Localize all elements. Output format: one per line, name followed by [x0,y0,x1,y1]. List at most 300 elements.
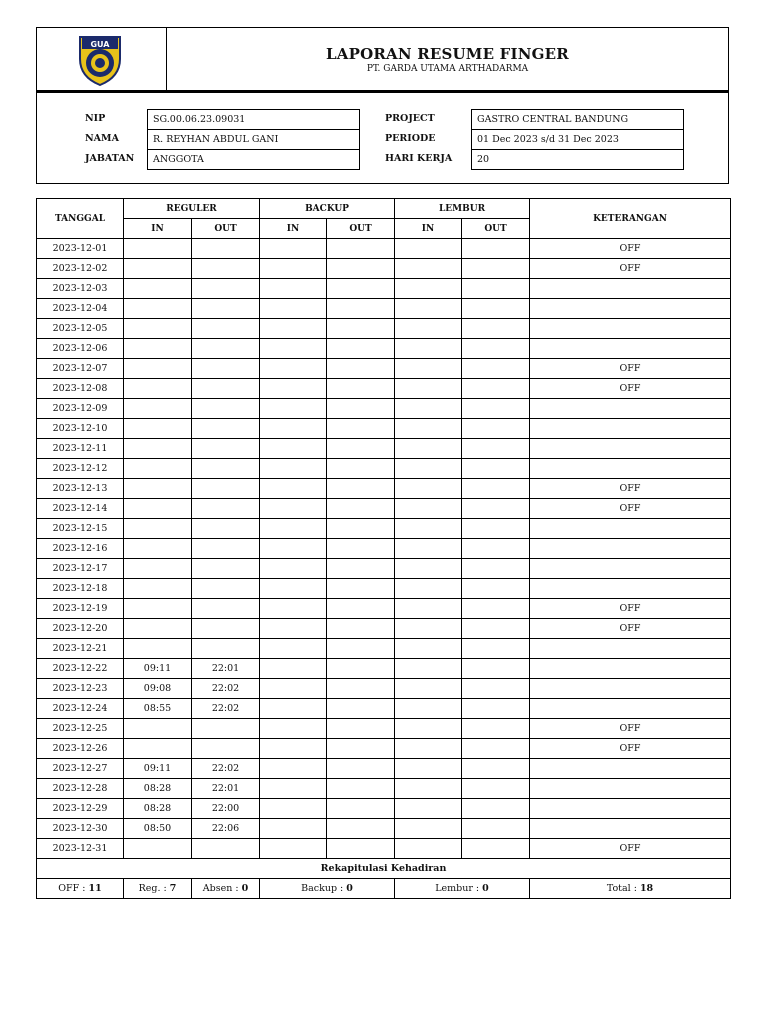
cell-backup-out [327,539,395,559]
cell-keterangan [530,759,731,779]
nip-label: NIP [85,113,106,124]
cell-keterangan [530,519,731,539]
cell-reguler-out: 22:01 [192,659,260,679]
cell-date: 2023-12-02 [37,259,124,279]
cell-backup-in [260,699,327,719]
cell-reguler-out [192,719,260,739]
cell-backup-out [327,259,395,279]
cell-lembur-out [462,719,530,739]
cell-backup-in [260,259,327,279]
cell-backup-out [327,359,395,379]
table-row [37,539,731,559]
cell-reguler-in [124,319,192,339]
cell-date: 2023-12-17 [37,559,124,579]
cell-backup-in [260,839,327,859]
cell-backup-in [260,819,327,839]
cell-lembur-in [395,639,462,659]
project-label: PROJECT [385,113,435,124]
cell-backup-out [327,679,395,699]
cell-reguler-in [124,279,192,299]
cell-keterangan [530,319,731,339]
cell-lembur-in [395,259,462,279]
cell-backup-in [260,719,327,739]
cell-reguler-out [192,499,260,519]
table-row [37,519,731,539]
cell-date: 2023-12-08 [37,379,124,399]
cell-keterangan [530,399,731,419]
cell-lembur-out [462,839,530,859]
cell-date: 2023-12-28 [37,779,124,799]
cell-lembur-out [462,559,530,579]
cell-reguler-out [192,339,260,359]
cell-backup-out [327,719,395,739]
cell-backup-out [327,659,395,679]
cell-lembur-in [395,619,462,639]
table-row [37,719,731,739]
cell-date: 2023-12-11 [37,439,124,459]
cell-reguler-in [124,719,192,739]
cell-lembur-out [462,459,530,479]
cell-keterangan: OFF [530,359,731,379]
cell-reguler-in [124,299,192,319]
cell-reguler-in: 08:28 [124,799,192,819]
table-row [37,479,731,499]
cell-keterangan [530,659,731,679]
cell-keterangan: OFF [530,379,731,399]
cell-keterangan [530,299,731,319]
cell-backup-in [260,499,327,519]
cell-keterangan [530,799,731,819]
jabatan-label: JABATAN [85,153,135,164]
company-name: PT. GARDA UTAMA ARTHADARMA [366,64,529,74]
cell-date: 2023-12-23 [37,679,124,699]
col-backup-out: OUT [327,219,395,239]
cell-keterangan [530,559,731,579]
periode-label: PERIODE [385,133,436,144]
cell-backup-in [260,299,327,319]
table-row [37,399,731,419]
cell-reguler-in: 09:08 [124,679,192,699]
table-row [37,779,731,799]
table-row [37,679,731,699]
cell-date: 2023-12-22 [37,659,124,679]
table-row [37,599,731,619]
cell-keterangan [530,639,731,659]
cell-backup-out [327,599,395,619]
col-reguler-in: IN [124,219,192,239]
nip-value: SG.00.06.23.09031 [147,109,360,130]
cell-reguler-out: 22:02 [192,759,260,779]
table-row [37,559,731,579]
cell-date: 2023-12-15 [37,519,124,539]
cell-reguler-out [192,279,260,299]
cell-lembur-out [462,339,530,359]
hari-kerja-label: HARI KERJA [385,153,453,164]
cell-date: 2023-12-30 [37,819,124,839]
cell-keterangan [530,419,731,439]
report-header [36,27,729,91]
cell-reguler-out [192,259,260,279]
cell-keterangan: OFF [530,619,731,639]
periode-value: 01 Dec 2023 s/d 31 Dec 2023 [471,130,684,150]
cell-reguler-in [124,239,192,259]
cell-keterangan: OFF [530,499,731,519]
col-lembur-in: IN [395,219,462,239]
cell-keterangan [530,699,731,719]
cell-keterangan [530,459,731,479]
cell-lembur-out [462,759,530,779]
cell-backup-out [327,759,395,779]
table-row [37,839,731,859]
cell-reguler-in [124,839,192,859]
cell-date: 2023-12-21 [37,639,124,659]
cell-lembur-out [462,239,530,259]
cell-date: 2023-12-05 [37,319,124,339]
table-row [37,299,731,319]
cell-backup-in [260,759,327,779]
cell-reguler-out [192,379,260,399]
logo-cell [37,28,167,90]
table-row [37,279,731,299]
cell-lembur-out [462,259,530,279]
title-cell [167,28,728,90]
rekap-backup: Backup : 0 [260,879,395,899]
cell-reguler-in [124,419,192,439]
cell-backup-in [260,399,327,419]
cell-lembur-in [395,559,462,579]
cell-lembur-in [395,279,462,299]
cell-lembur-in [395,319,462,339]
cell-lembur-out [462,299,530,319]
cell-date: 2023-12-01 [37,239,124,259]
cell-backup-out [327,579,395,599]
cell-backup-in [260,619,327,639]
cell-lembur-in [395,659,462,679]
cell-backup-in [260,319,327,339]
table-row [37,619,731,639]
cell-lembur-in [395,459,462,479]
report-title: LAPORAN RESUME FINGER [326,45,569,63]
cell-backup-out [327,319,395,339]
cell-reguler-out [192,479,260,499]
cell-lembur-in [395,399,462,419]
col-keterangan: KETERANGAN [530,199,731,239]
cell-keterangan: OFF [530,259,731,279]
cell-date: 2023-12-14 [37,499,124,519]
cell-keterangan: OFF [530,479,731,499]
cell-lembur-in [395,799,462,819]
table-row [37,759,731,779]
cell-lembur-out [462,579,530,599]
cell-backup-in [260,439,327,459]
cell-reguler-in [124,559,192,579]
cell-lembur-in [395,419,462,439]
cell-reguler-in [124,619,192,639]
cell-reguler-out: 22:02 [192,699,260,719]
cell-backup-out [327,239,395,259]
table-row [37,659,731,679]
cell-reguler-in [124,339,192,359]
cell-keterangan: OFF [530,739,731,759]
cell-lembur-out [462,419,530,439]
cell-backup-in [260,679,327,699]
table-row [37,579,731,599]
cell-lembur-out [462,359,530,379]
cell-reguler-in [124,379,192,399]
cell-lembur-out [462,599,530,619]
cell-reguler-out [192,399,260,419]
rekap-reg: Reg. : 7 [124,879,192,899]
cell-keterangan: OFF [530,839,731,859]
cell-date: 2023-12-24 [37,699,124,719]
cell-lembur-in [395,379,462,399]
cell-date: 2023-12-03 [37,279,124,299]
cell-backup-in [260,799,327,819]
cell-backup-in [260,279,327,299]
cell-lembur-out [462,499,530,519]
cell-backup-out [327,459,395,479]
cell-keterangan [530,339,731,359]
cell-lembur-in [395,699,462,719]
cell-keterangan [530,279,731,299]
cell-date: 2023-12-20 [37,619,124,639]
cell-backup-out [327,799,395,819]
cell-backup-out [327,819,395,839]
table-row [37,359,731,379]
cell-reguler-out: 22:00 [192,799,260,819]
cell-lembur-in [395,579,462,599]
cell-backup-out [327,839,395,859]
cell-keterangan [530,539,731,559]
col-lembur: LEMBUR [395,199,530,219]
cell-lembur-in [395,719,462,739]
cell-keterangan [530,779,731,799]
col-backup-in: IN [260,219,327,239]
cell-lembur-out [462,319,530,339]
cell-lembur-out [462,479,530,499]
cell-lembur-out [462,539,530,559]
cell-reguler-out [192,599,260,619]
cell-backup-out [327,479,395,499]
cell-lembur-in [395,359,462,379]
rekap-row [37,879,731,899]
cell-reguler-in [124,459,192,479]
cell-lembur-out [462,799,530,819]
cell-reguler-out [192,539,260,559]
cell-reguler-out [192,439,260,459]
cell-lembur-in [395,839,462,859]
cell-backup-in [260,339,327,359]
rekap-absen: Absen : 0 [192,879,260,899]
cell-date: 2023-12-16 [37,539,124,559]
cell-reguler-out [192,519,260,539]
cell-lembur-in [395,479,462,499]
cell-backup-out [327,779,395,799]
cell-lembur-out [462,659,530,679]
table-row [37,439,731,459]
cell-date: 2023-12-27 [37,759,124,779]
cell-backup-out [327,619,395,639]
cell-backup-out [327,279,395,299]
hari-kerja-value: 20 [471,150,684,170]
logo-text: GUA [90,40,110,49]
cell-keterangan: OFF [530,239,731,259]
cell-reguler-in: 08:55 [124,699,192,719]
cell-reguler-in [124,499,192,519]
col-reguler: REGULER [124,199,260,219]
cell-lembur-out [462,779,530,799]
cell-backup-out [327,379,395,399]
cell-reguler-out [192,359,260,379]
cell-reguler-out [192,619,260,639]
project-value: GASTRO CENTRAL BANDUNG [471,109,684,130]
cell-reguler-out [192,319,260,339]
cell-lembur-in [395,519,462,539]
cell-lembur-out [462,699,530,719]
rekap-title: Rekapitulasi Kehadiran [37,859,731,879]
cell-lembur-in [395,599,462,619]
table-row [37,259,731,279]
cell-date: 2023-12-09 [37,399,124,419]
cell-lembur-in [395,539,462,559]
cell-backup-out [327,739,395,759]
jabatan-value: ANGGOTA [147,150,360,170]
cell-lembur-out [462,519,530,539]
cell-backup-in [260,519,327,539]
table-row [37,699,731,719]
rekap-lembur: Lembur : 0 [395,879,530,899]
cell-backup-out [327,439,395,459]
cell-reguler-in [124,739,192,759]
cell-reguler-in: 08:50 [124,819,192,839]
cell-reguler-in: 08:28 [124,779,192,799]
rekap-total: Total : 18 [530,879,731,899]
company-logo-badge [76,33,124,87]
cell-backup-in [260,539,327,559]
cell-date: 2023-12-26 [37,739,124,759]
cell-date: 2023-12-25 [37,719,124,739]
cell-date: 2023-12-13 [37,479,124,499]
cell-backup-out [327,499,395,519]
cell-keterangan [530,819,731,839]
cell-date: 2023-12-31 [37,839,124,859]
cell-keterangan [530,679,731,699]
cell-lembur-out [462,639,530,659]
table-row [37,379,731,399]
cell-reguler-in: 09:11 [124,759,192,779]
cell-keterangan: OFF [530,599,731,619]
col-backup: BACKUP [260,199,395,219]
cell-date: 2023-12-12 [37,459,124,479]
table-row [37,319,731,339]
nama-value: R. REYHAN ABDUL GANI [147,130,360,150]
table-row [37,239,731,259]
col-reguler-out: OUT [192,219,260,239]
cell-lembur-in [395,679,462,699]
cell-reguler-in [124,639,192,659]
cell-backup-in [260,239,327,259]
cell-backup-in [260,599,327,619]
cell-backup-in [260,459,327,479]
cell-backup-in [260,639,327,659]
cell-lembur-in [395,739,462,759]
cell-reguler-in [124,539,192,559]
cell-lembur-out [462,819,530,839]
cell-reguler-in [124,479,192,499]
table-row [37,819,731,839]
cell-reguler-out [192,639,260,659]
cell-lembur-out [462,619,530,639]
cell-backup-in [260,779,327,799]
col-tanggal: TANGGAL [37,199,124,239]
cell-backup-in [260,379,327,399]
employee-info-panel [36,91,729,184]
cell-lembur-out [462,379,530,399]
attendance-rows [37,239,731,859]
cell-reguler-out [192,299,260,319]
cell-reguler-in [124,399,192,419]
table-row [37,739,731,759]
cell-reguler-in [124,359,192,379]
cell-lembur-out [462,739,530,759]
cell-reguler-in [124,439,192,459]
cell-lembur-out [462,439,530,459]
nama-label: NAMA [85,133,119,144]
cell-backup-out [327,559,395,579]
cell-reguler-out [192,419,260,439]
table-row [37,639,731,659]
cell-keterangan: OFF [530,719,731,739]
cell-lembur-out [462,399,530,419]
cell-date: 2023-12-04 [37,299,124,319]
col-lembur-out: OUT [462,219,530,239]
cell-lembur-out [462,279,530,299]
cell-date: 2023-12-06 [37,339,124,359]
cell-lembur-in [395,299,462,319]
cell-date: 2023-12-07 [37,359,124,379]
cell-reguler-in: 09:11 [124,659,192,679]
table-row [37,459,731,479]
cell-reguler-out: 22:01 [192,779,260,799]
attendance-table [36,198,731,899]
table-row [37,499,731,519]
cell-reguler-in [124,579,192,599]
cell-backup-out [327,399,395,419]
cell-lembur-out [462,679,530,699]
cell-reguler-out [192,239,260,259]
cell-backup-in [260,579,327,599]
cell-backup-in [260,739,327,759]
cell-lembur-in [395,779,462,799]
cell-backup-in [260,659,327,679]
cell-lembur-in [395,339,462,359]
cell-reguler-out: 22:02 [192,679,260,699]
cell-date: 2023-12-10 [37,419,124,439]
cell-backup-out [327,299,395,319]
table-row [37,419,731,439]
cell-backup-in [260,559,327,579]
cell-backup-out [327,699,395,719]
cell-lembur-in [395,759,462,779]
cell-keterangan [530,579,731,599]
cell-backup-out [327,519,395,539]
cell-date: 2023-12-19 [37,599,124,619]
cell-backup-in [260,359,327,379]
cell-lembur-in [395,819,462,839]
cell-lembur-in [395,499,462,519]
cell-reguler-out [192,579,260,599]
cell-backup-out [327,639,395,659]
